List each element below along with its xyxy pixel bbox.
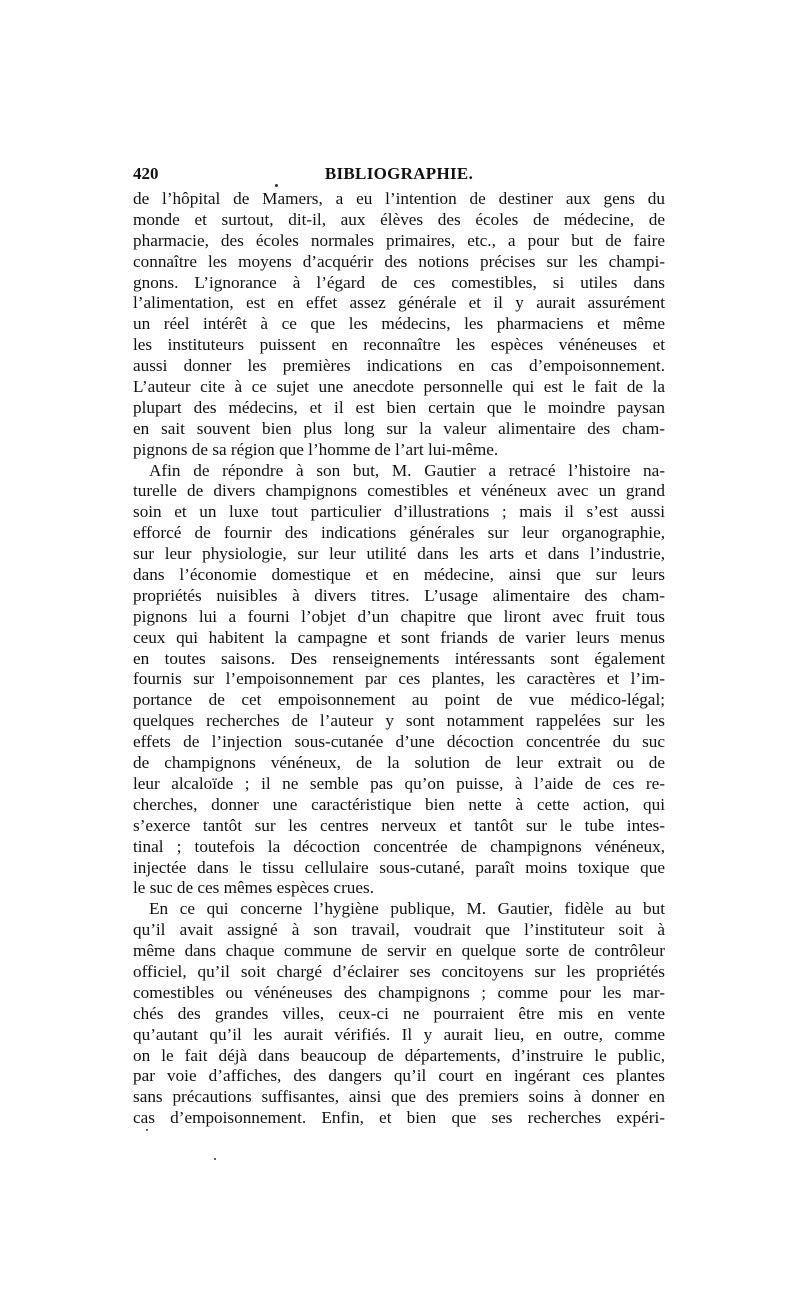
text-line: portance de cet empoisonnement au point de vue médico-légal; xyxy=(133,690,665,710)
text-line: officiel, qu’il soit chargé d’éclairer ses concitoyens sur les propriétés xyxy=(133,961,665,981)
text-line: sur leur physiologie, sur leur utilité dans les arts et dans l’industrie, xyxy=(133,544,665,564)
text-line: gnons. L’ignorance à l’égard de ces comestibles, si utiles dans xyxy=(133,272,665,292)
text-line: qu’il avait assigné à son travail, voudrait que l’instituteur soit à xyxy=(133,920,665,940)
text-line: soin et un luxe tout particulier d’illustrations ; mais il s’est aussi xyxy=(133,502,665,522)
running-header xyxy=(133,162,665,186)
text-line: l’alimentation, est en effet assez générale et il y aurait assurément xyxy=(133,293,665,313)
print-speck xyxy=(146,1129,148,1131)
text-line: quelques recherches de l’auteur y sont notamment rappelées sur les xyxy=(133,711,665,731)
text-line: en toutes saisons. Des renseignements intéressants sont également xyxy=(133,648,665,668)
print-speck xyxy=(214,1158,216,1160)
text-line: L’auteur cite à ce sujet une anecdote personnelle qui est le fait de la xyxy=(133,377,665,397)
text-line: s’exerce tantôt sur les centres nerveux et tantôt sur le tube intes- xyxy=(133,815,665,835)
text-line: monde et surtout, dit-il, aux élèves des écoles de médecine, de xyxy=(133,209,665,229)
text-line: fournis sur l’empoisonnement par ces plantes, les caractères et l’im- xyxy=(133,669,665,689)
text-line: Afin de répondre à son but, M. Gautier a retracé l’histoire na- xyxy=(149,460,665,480)
text-line: leur alcaloïde ; il ne semble pas qu’on puisse, à l’aide de ces re- xyxy=(133,773,665,793)
text-line: en sait souvent bien plus long sur la valeur alimentaire des cham- xyxy=(133,418,665,438)
text-line: turelle de divers champignons comestibles et vénéneux avec un grand xyxy=(133,481,665,501)
text-line: pharmacie, des écoles normales primaires, etc., a pour but de faire xyxy=(133,230,665,250)
text-line: efforcé de fournir des indications générales sur leur organographie, xyxy=(133,523,665,543)
text-line: connaître les moyens d’acquérir des notions précises sur les champi- xyxy=(133,251,665,271)
text-line: on le fait déjà dans beaucoup de départements, d’instruire le public, xyxy=(133,1045,665,1065)
text-line: aussi donner les premières indications en cas d’empoisonnement. xyxy=(133,356,665,376)
text-line: ceux qui habitent la campagne et sont friands de varier leurs menus xyxy=(133,627,665,647)
text-line: même dans chaque commune de servir en quelque sorte de contrôleur xyxy=(133,941,665,961)
print-speck xyxy=(275,184,278,187)
text-line: pignons lui a fourni l’objet d’un chapitre que liront avec fruit tous xyxy=(133,606,665,626)
text-line: les instituteurs puissent en reconnaître les espèces vénéneuses et xyxy=(133,335,665,355)
text-line: cherches, donner une caractéristique bien nette à cette action, qui xyxy=(133,794,665,814)
text-line: qu’autant qu’il les aurait vérifiés. Il y aurait lieu, en outre, comme xyxy=(133,1024,665,1044)
text-line: le suc de ces mêmes espèces crues. xyxy=(133,878,374,898)
text-line: comestibles ou vénéneuses des champignons ; comme pour les mar- xyxy=(133,982,665,1002)
text-line: par voie d’affiches, des dangers qu’il court en ingérant ces plantes xyxy=(133,1066,665,1086)
text-line: sans précautions suffisantes, ainsi que des premiers soins à donner en xyxy=(133,1087,665,1107)
page-number: 420 xyxy=(133,164,159,183)
text-line: pignons de sa région que l’homme de l’art lui-même. xyxy=(133,439,499,459)
body-text xyxy=(133,189,665,1129)
text-line: chés des grandes villes, ceux-ci ne pourraient être mis en vente xyxy=(133,1003,665,1023)
text-line: cas d’empoisonnement. Enfin, et bien que ses recherches expéri- xyxy=(133,1108,665,1128)
text-line: de champignons vénéneux, de la solution de leur extrait ou de xyxy=(133,753,665,773)
running-title: BIBLIOGRAPHIE. xyxy=(324,164,474,183)
text-line: un réel intérêt à ce que les médecins, les pharmaciens et même xyxy=(133,314,665,334)
text-line: dans l’économie domestique et en médecine, ainsi que sur leurs xyxy=(133,565,665,585)
text-line: plupart des médecins, et il est bien certain que le moindre paysan xyxy=(133,397,665,417)
text-line: En ce qui concerne l’hygiène publique, M. Gautier, fidèle au but xyxy=(149,899,665,919)
text-line: effets de l’injection sous-cutanée d’une décoction concentrée du suc xyxy=(133,732,665,752)
text-line: de l’hôpital de Mamers, a eu l’intention de destiner aux gens du xyxy=(133,189,665,208)
text-line: propriétés nuisibles à divers titres. L’usage alimentaire des cham- xyxy=(133,585,665,605)
text-line: injectée dans le tissu cellulaire sous-cutané, paraît moins toxique que xyxy=(133,857,665,877)
text-line: tinal ; toutefois la décoction concentrée de champignons vénéneux, xyxy=(133,836,665,856)
